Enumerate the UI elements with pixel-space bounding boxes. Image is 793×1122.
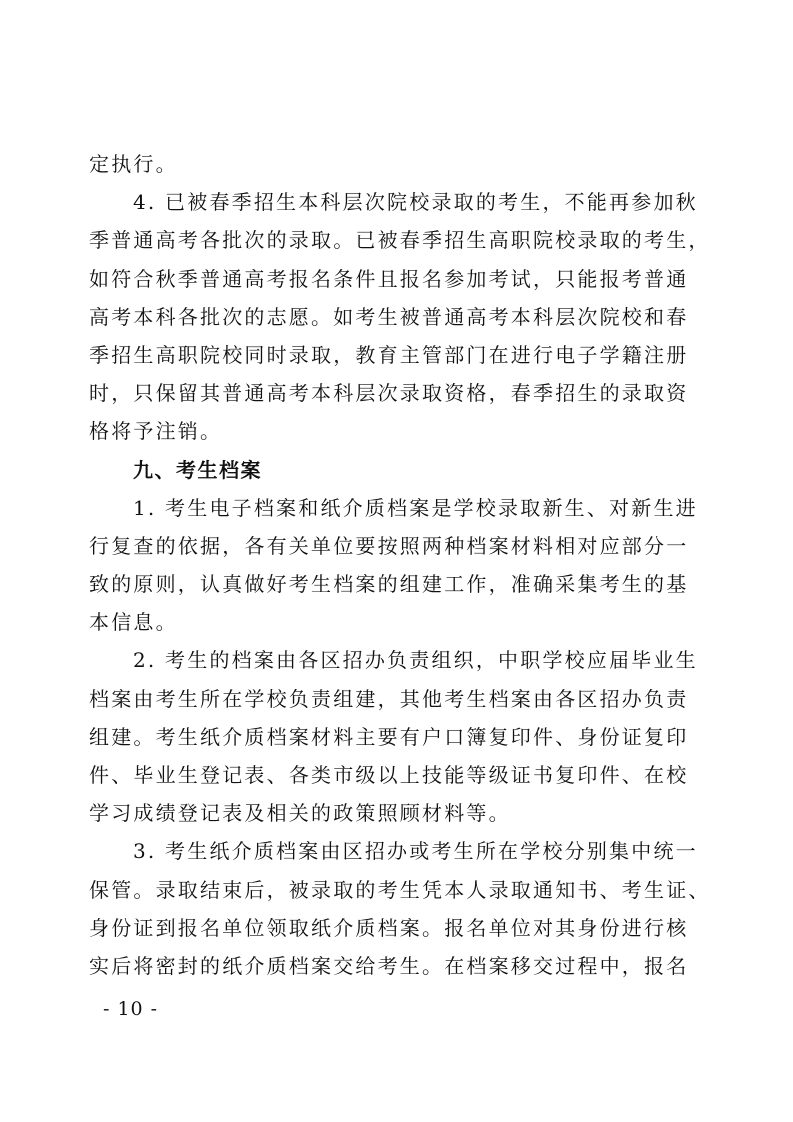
text-line: 本信息。 — [89, 610, 178, 635]
text-line: 时，只保留其普通高考本科层次录取资格，春季招生的录取资 — [89, 381, 689, 406]
text-line: 季招生高职院校同时录取，教育主管部门在进行电子学籍注册 — [89, 342, 689, 367]
text-line: 身份证到报名单位领取纸介质档案。报名单位对其身份进行核 — [89, 915, 689, 940]
text-line: 实后将密封的纸介质档案交给考生。在档案移交过程中，报名 — [89, 953, 689, 978]
text-line: 行复查的依据，各有关单位要按照两种档案材料相对应部分一 — [89, 533, 689, 558]
paragraph-first-line: 4. 已被春季招生本科层次院校录取的考生，不能再参加秋 — [133, 190, 698, 215]
text-line: 保管。录取结束后，被录取的考生凭本人录取通知书、考生证、 — [89, 877, 711, 902]
text-line: 学习成绩登记表及相关的政策照顾材料等。 — [89, 801, 511, 826]
text-line: 致的原则，认真做好考生档案的组建工作，准确采集考生的基 — [89, 572, 689, 597]
text-line: 档案由考生所在学校负责组建，其他考生档案由各区招办负责 — [89, 686, 689, 711]
document-body — [89, 145, 711, 985]
text-line: 定执行。 — [89, 152, 178, 176]
text-line: 季普通高考各批次的录取。已被春季招生高职院校录取的考生， — [89, 228, 711, 253]
section-heading: 九、考生档案 — [133, 457, 262, 482]
text-line: 件、毕业生登记表、各类市级以上技能等级证书复印件、在校 — [89, 763, 689, 787]
text-line: 格将予注销。 — [89, 419, 223, 444]
paragraph-first-line: 3. 考生纸介质档案由区招办或考生所在学校分别集中统一 — [133, 839, 698, 864]
paragraph-first-line: 1. 考生电子档案和纸介质档案是学校录取新生、对新生进 — [133, 495, 698, 520]
page-number: - 10 - — [103, 998, 159, 1020]
text-line: 如符合秋季普通高考报名条件且报名参加考试，只能报考普通 — [89, 266, 689, 291]
paragraph-first-line: 2. 考生的档案由各区招办负责组织，中职学校应届毕业生 — [133, 648, 698, 673]
text-line: 高考本科各批次的志愿。如考生被普通高考本科层次院校和春 — [89, 304, 689, 329]
text-line: 组建。考生纸介质档案材料主要有户口簿复印件、身份证复印 — [89, 724, 689, 749]
